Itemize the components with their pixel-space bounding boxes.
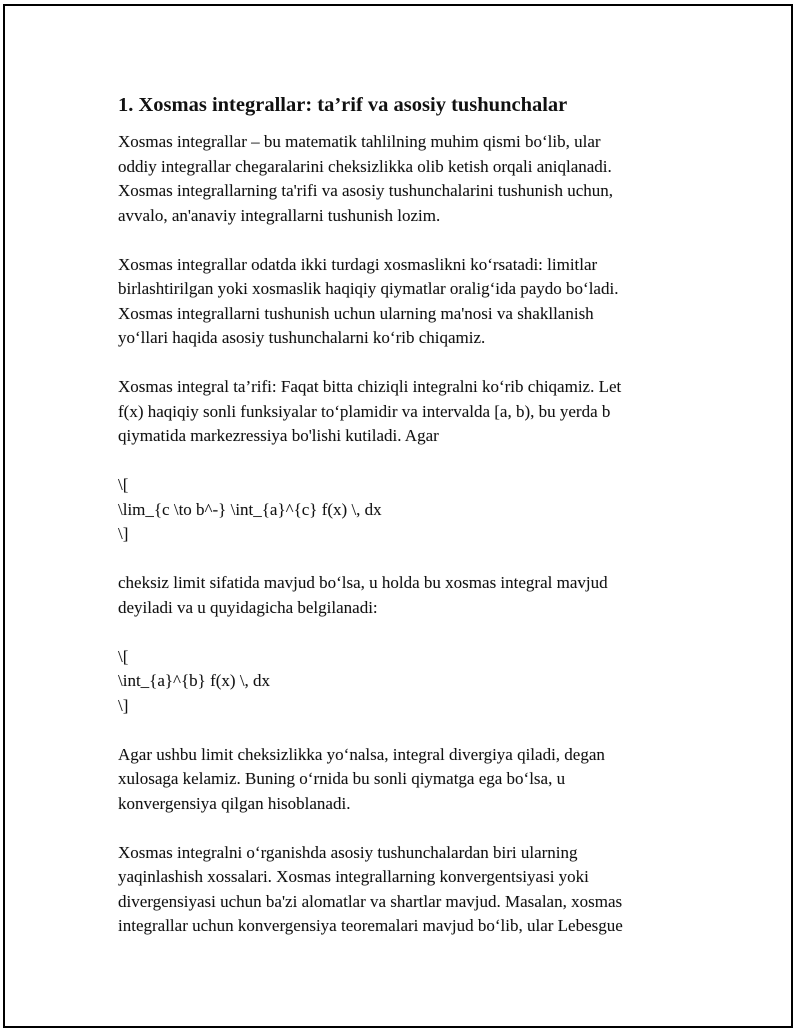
text-line: oddiy integrallar chegaralarini cheksizlikka olib ketish orqali aniqlanadi. bbox=[118, 156, 612, 176]
text-line: f(x) haqiqiy sonli funksiyalar to‘plamidir va intervalda [a, b), bu yerda b bbox=[118, 401, 611, 421]
text-line: Xosmas integral ta’rifi: Faqat bitta chiziqli integralni ko‘rib chiqamiz. Let bbox=[118, 377, 622, 396]
text-line: Xosmas integrallar odatda ikki turdagi xosmaslikni ko‘rsatadi: limitlar bbox=[118, 254, 598, 274]
formula-line: \] bbox=[118, 524, 129, 543]
text-line: integrallar uchun konvergensiya teoremalari mavjud bo‘lib, ular Lebesgue bbox=[118, 916, 623, 935]
text-line: birlashtirilgan yoki xosmaslik haqiqiy qiymatlar oralig‘ida paydo bo‘ladi. bbox=[118, 279, 619, 298]
text-line: Xosmas integrallarni tushunish uchun ularning ma'nosi va shakllanish bbox=[118, 303, 594, 323]
formula-integral bbox=[118, 645, 678, 719]
text-line: qiymatida markezressiya bo'lishi kutiladi. Agar bbox=[118, 426, 439, 445]
formula-line: \[ bbox=[118, 475, 129, 494]
text-line: deyiladi va u quyidagicha belgilanadi: bbox=[118, 597, 378, 617]
paragraph-definition bbox=[118, 375, 678, 449]
paragraph-convergence bbox=[118, 841, 678, 939]
paragraph-intro bbox=[118, 130, 678, 228]
paragraph-existence bbox=[118, 571, 678, 620]
formula-limit bbox=[118, 473, 678, 547]
text-line: Agar ushbu limit cheksizlikka yo‘nalsa, integral divergiya qiladi, degan bbox=[118, 744, 605, 764]
formula-line: \int_{a}^{b} f(x) \, dx bbox=[118, 671, 271, 690]
text-line: avvalo, an'anaviy integrallarni tushunish lozim. bbox=[118, 205, 441, 225]
formula-line: \] bbox=[118, 695, 129, 715]
paragraph-types bbox=[118, 253, 678, 351]
text-line: Xosmas integrallarning ta'rifi va asosiy tushunchalarini tushunish uchun, bbox=[118, 181, 614, 200]
text-line: Xosmas integralni o‘rganishda asosiy tushunchalardan biri ularning bbox=[118, 842, 578, 862]
text-line: yo‘llari haqida asosiy tushunchalarni ko‘rib chiqamiz. bbox=[118, 328, 486, 347]
text-line: konvergensiya qilgan hisoblanadi. bbox=[118, 793, 351, 813]
section-heading: 1. Xosmas integrallar: ta’rif va asosiy tushunchalar bbox=[118, 94, 568, 116]
text-line: Xosmas integrallar – bu matematik tahlilning muhim qismi bo‘lib, ular bbox=[118, 132, 601, 151]
paragraph-divergence bbox=[118, 743, 678, 817]
text-line: cheksiz limit sifatida mavjud bo‘lsa, u holda bu xosmas integral mavjud bbox=[118, 573, 608, 592]
document-body bbox=[118, 92, 678, 963]
text-line: yaqinlashish xossalari. Xosmas integrallarning konvergentsiyasi yoki bbox=[118, 867, 589, 886]
text-line: xulosaga kelamiz. Buning o‘rnida bu sonli qiymatga ega bo‘lsa, u bbox=[118, 769, 566, 788]
text-line: divergensiyasi uchun ba'zi alomatlar va shartlar mavjud. Masalan, xosmas bbox=[118, 891, 623, 911]
formula-line: \[ bbox=[118, 646, 129, 666]
formula-line: \lim_{c \to b^-} \int_{a}^{c} f(x) \, dx bbox=[118, 499, 382, 519]
